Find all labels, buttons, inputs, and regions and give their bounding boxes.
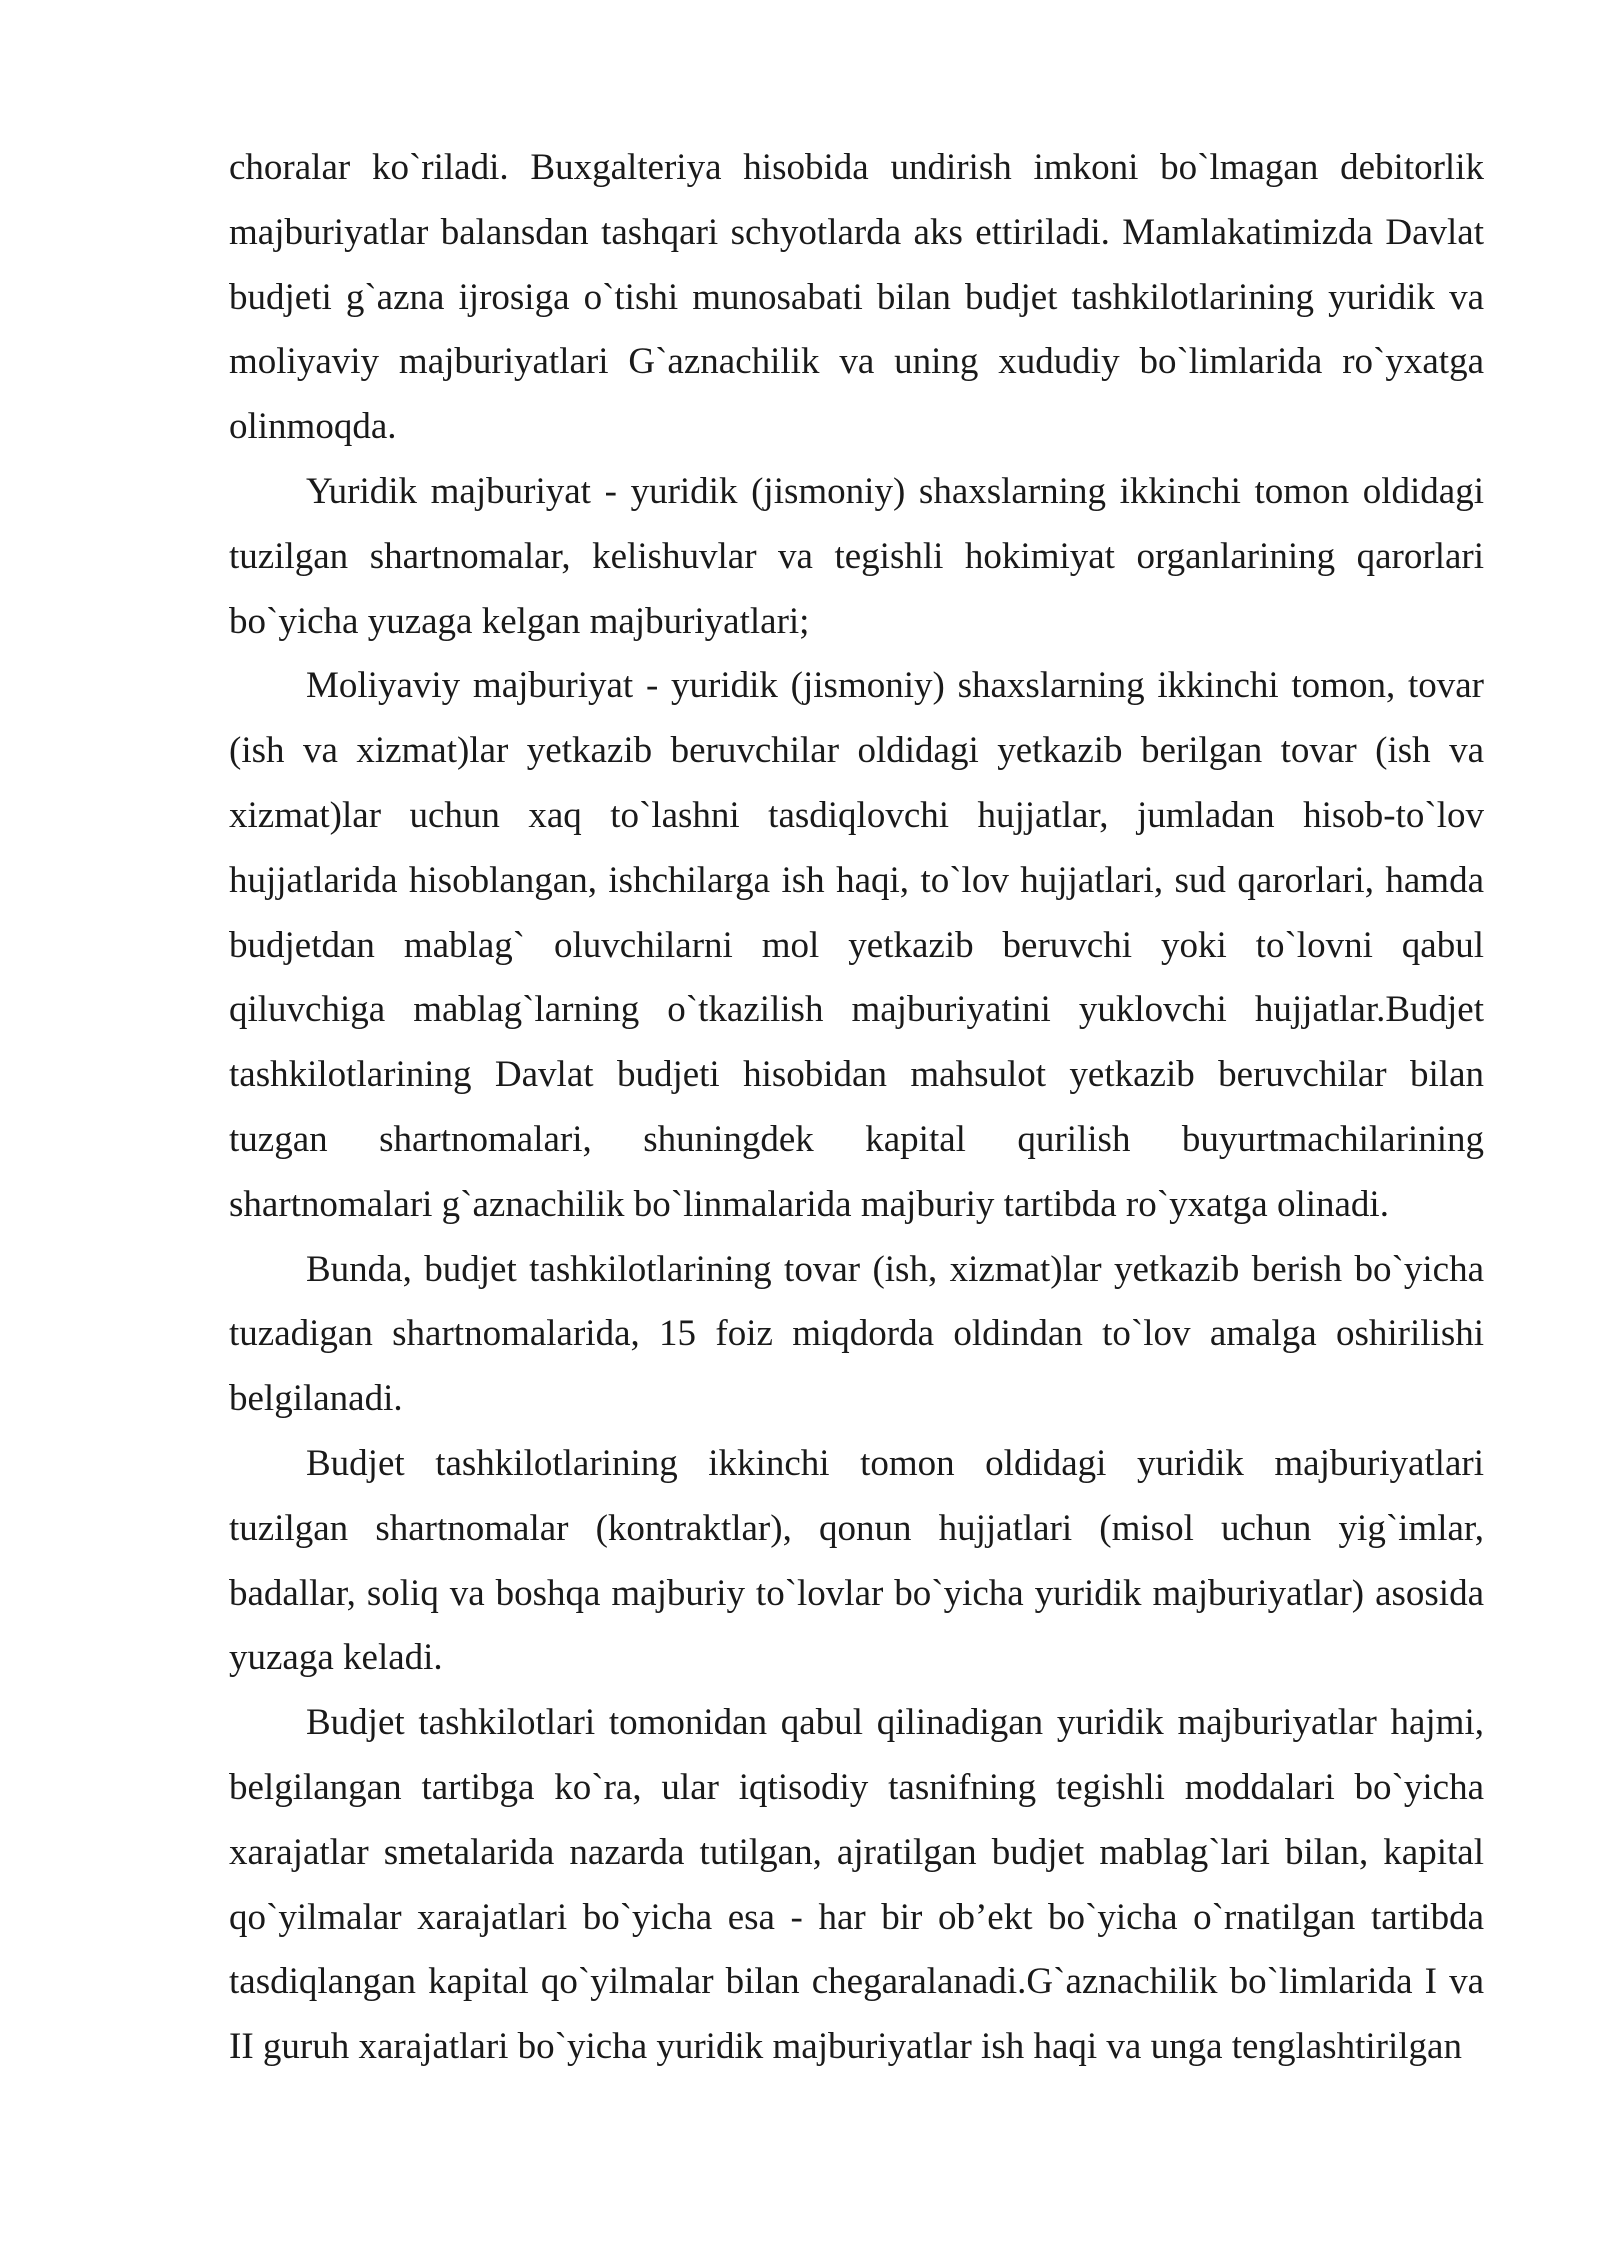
paragraph-moliyaviy-majburiyat: Moliyaviy majburiyat - yuridik (jismoniy) shaxslarning ikkinchi tomon, tovar (ish va xizmat)lar yetkazib beruvchilar oldidagi yetkazib berilgan tovar (ish va xizmat)lar uchun xaq to`lashni tasdiqlovchi hujjatlar, jumladan hisob-to`lov hujjatlarida hisoblangan, ishchilarga ish haqi, to`lov hujjatlari, sud qarorlari, hamda budjetdan mablag` oluvchilarni mol yetkazib beruvchi yoki to`lovni qabul qiluvchiga mablag`larning o`tkazilish majburiyatini yuklovchi hujjatlar.Budjet tashkilotlarining Davlat budjeti hisobidan mahsulot yetkazib beruvchilar bilan tuzgan shartnomalari, shuningdek kapital qurilish buyurtmachilarining shartnomalari g`aznachilik bo`linmalarida majburiy tartibda ro`yxatga olinadi. — [229, 665, 1484, 1225]
paragraph-continuation: choralar ko`riladi. Buxgalteriya hisobida undirish imkoni bo`lmagan debitorlik majburiyatlar balansdan tashqari schyotlarda aks ettiriladi. Mamlakatimizda Davlat budjeti g`azna ijrosiga o`tishi munosabati bilan budjet tashkilotlarining yuridik va moliyaviy majburiyatlari G`aznachilik va uning xududiy bo`limlarida ro`yxatga olinmoqda. — [229, 147, 1484, 448]
document-page — [229, 136, 1484, 2080]
paragraph-majburiyatlar-hajmi: Budjet tashkilotlari tomonidan qabul qilinadigan yuridik majburiyatlar hajmi, belgilangan tartibga ko`ra, ular iqtisodiy tasnifning tegishli moddalari bo`yicha xarajatlar smetalarida nazarda tutilgan, ajratilgan budjet mablag`lari bilan, kapital qo`yilmalar xarajatlari bo`yicha esa - har bir ob’ekt bo`yicha o`rnatilgan tartibda tasdiqlangan kapital qo`yilmalar bilan chegaralanadi.G`aznachilik bo`limlarida I va II guruh xarajatlari bo`yicha yuridik majburiyatlar ish haqi va unga tenglashtirilgan — [229, 1702, 1484, 2068]
paragraph-yuridik-majburiyat: Yuridik majburiyat - yuridik (jismoniy) shaxslarning ikkinchi tomon oldidagi tuzilgan shartnomalar, kelishuvlar va tegishli hokimiyat organlarining qarorlari bo`yicha yuzaga kelgan majburiyatlari; — [229, 470, 1484, 642]
paragraph-ikkinchi-tomon: Budjet tashkilotlarining ikkinchi tomon oldidagi yuridik majburiyatlari tuzilgan shartnomalar (kontraktlar), qonun hujjatlari (misol uchun yig`imlar, badallar, soliq va boshqa majburiy to`lovlar bo`yicha yuridik majburiyatlar) asosida yuzaga keladi. — [229, 1442, 1484, 1679]
paragraph-bunda: Bunda, budjet tashkilotlarining tovar (ish, xizmat)lar yetkazib berish bo`yicha tuzadigan shartnomalarida, 15 foiz miqdorda oldindan to`lov amalga oshirilishi belgilanadi. — [229, 1248, 1484, 1420]
